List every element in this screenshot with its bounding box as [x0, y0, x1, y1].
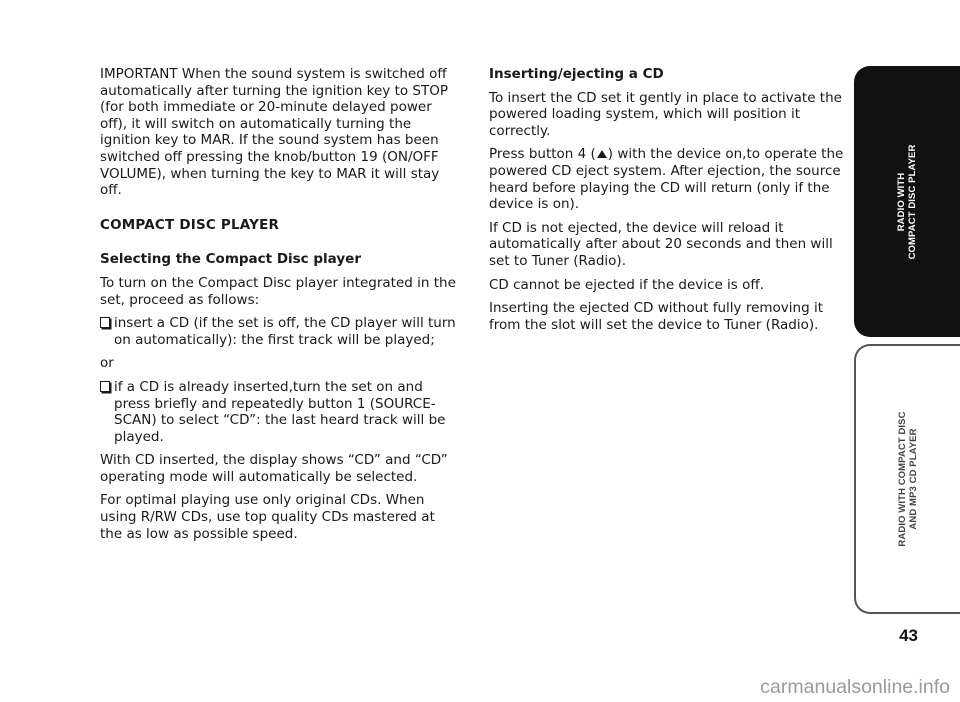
important-note: IMPORTANT When the sound system is switched off automatically after turning the ignition key to STOP (for both immediate or 20-minute delayed power off), it will switch on automatically turning the ignition key to MAR. If the sound system has been switched off pressing the knob/button 19 (ON/OFF VOLUME), when turning the key to MAR it will stay off. — [100, 66, 449, 199]
bullet-text: if a CD is already inserted,turn the set on and press briefly and repeatedly button 1 (SOURCE-SCAN) to select “CD”: the last heard track will be played. — [114, 378, 446, 445]
section-title: COMPACT DISC PLAYER — [100, 216, 280, 233]
optimal-note: For optimal playing use only original CDs. When using R/RW CDs, use top quality CDs mastered at the as low as possible speed. — [100, 492, 435, 542]
display-note: With CD inserted, the display shows “CD” and “CD” operating mode will automatically be selected. — [100, 452, 448, 485]
tab-label-line: AND MP3 CD PLAYER — [908, 428, 919, 530]
checkbox-bullet-icon — [100, 381, 110, 392]
page-number: 43 — [899, 626, 918, 645]
tab-label-line: COMPACT DISC PLAYER — [907, 144, 918, 259]
bullet-item — [100, 379, 460, 445]
watermark: carmanualsonline.info — [760, 676, 950, 698]
subsection-title: Selecting the Compact Disc player — [100, 251, 361, 268]
tab-label — [897, 411, 919, 546]
intro-text: To turn on the Compact Disc player integrated in the set, proceed as follows: — [100, 274, 456, 308]
off-paragraph: CD cannot be ejected if the device is off. — [489, 276, 764, 293]
tab-label — [896, 144, 918, 259]
or-text: or — [100, 355, 114, 372]
bullet-item — [100, 315, 460, 348]
tab-label-line: RADIO WITH COMPACT DISC — [897, 411, 908, 547]
checkbox-bullet-icon — [100, 317, 110, 328]
tab-label-line: RADIO WITH — [896, 172, 907, 231]
right-column — [489, 66, 849, 340]
tab-radio-cd-mp3-player[interactable] — [854, 344, 960, 614]
insert-paragraph: To insert the CD set it gently in place to activate the powered loading system, which will position it correctly. — [489, 89, 842, 139]
eject-text-end: ) with the device on,to operate the powered CD eject system. After ejection, the source heard before playing the CD will return (only if the device is on). — [489, 146, 844, 213]
reload-paragraph: If CD is not ejected, the device will reload it automatically after about 20 seconds and then will set to Tuner (Radio). — [489, 219, 833, 269]
insert-eject-title: Inserting/ejecting a CD — [489, 66, 664, 82]
eject-text-start: Press button 4 ( — [489, 146, 596, 163]
slot-paragraph: Inserting the ejected CD without fully removing it from the slot will set the device to Tuner (Radio). — [489, 300, 823, 333]
eject-triangle-icon — [597, 150, 607, 158]
eject-paragraph — [489, 146, 849, 212]
tab-radio-cd-player[interactable] — [854, 66, 960, 337]
left-column — [100, 66, 460, 549]
bullet-text: insert a CD (if the set is off, the CD player will turn on automatically): the first track will be played; — [114, 315, 456, 348]
